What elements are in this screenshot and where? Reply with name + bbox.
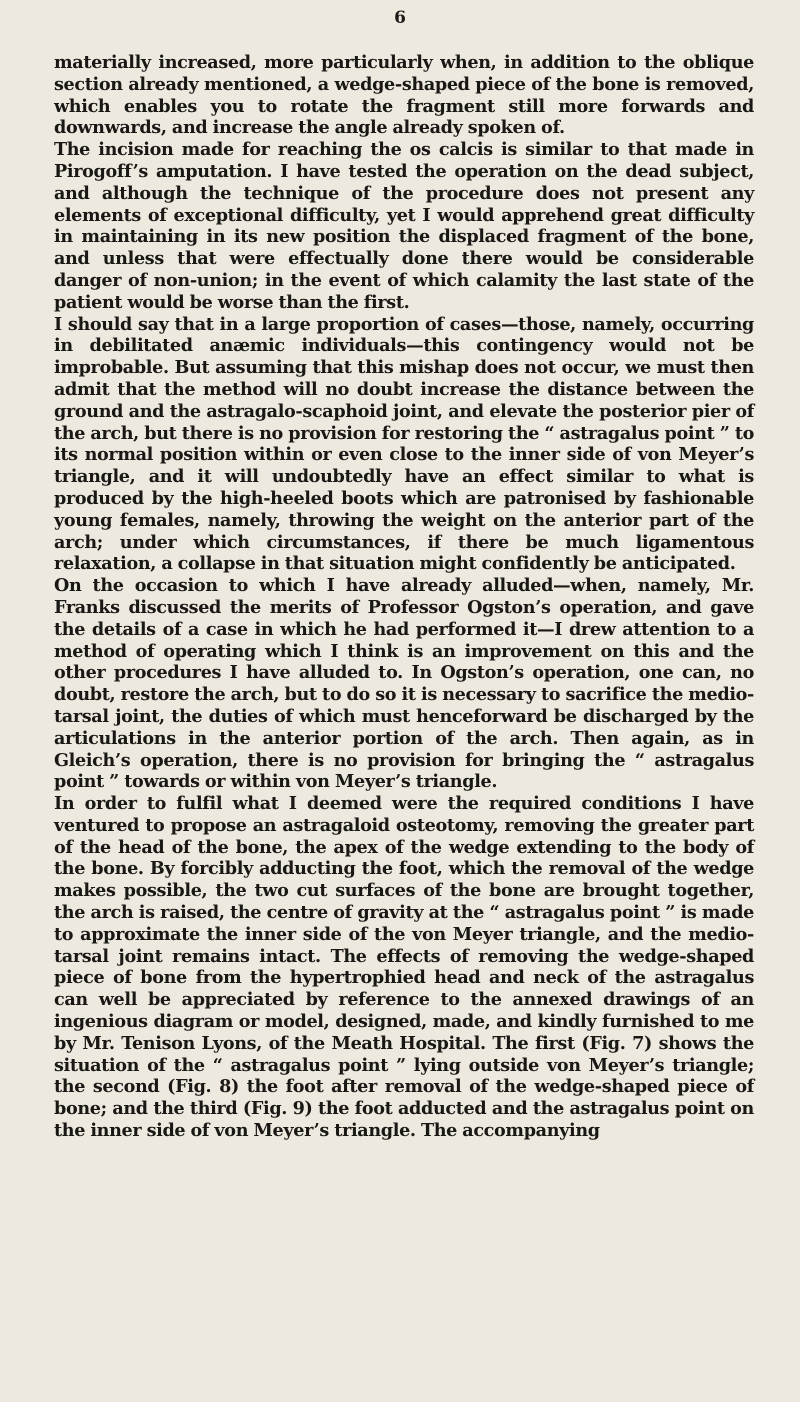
paragraph-3: I should say that in a large proportion of cases—those, namely, occurring in debilitated anæmic individuals—this contingency would not be improbable. But assuming that this mishap does not occur, we must then admit that the method will no doubt increase the distance between the ground and the astragalo-scaphoid joint, and elevate the posterior pier of the arch, but there is no provision for restoring the “ astragalus point ” to its normal position within or even close to the inner side of von Meyer’s triangle, and it will undoubtedly have an effect similar to what is produced by the high-heeled boots which are patronised by fashionable young females, namely, throwing the weight on the anterior part of the arch; under which circumstances, if there be much ligamentous relaxation, a collapse in that situation might confidently be anticipated. — [54, 313, 754, 575]
paragraph-2: The incision made for reaching the os calcis is similar to that made in Pirogoff’s amputation. I have tested the operation on the dead subject, and although the technique of the procedure does not present any elements of exceptional difficulty, yet I would apprehend great difficulty in maintaining in its new position the displaced fragment of the bone, and unless that were effectually done there would be considerable danger of non-union; in the event of which calamity the last state of the patient would be worse than the first. — [54, 139, 754, 313]
body-text — [54, 52, 754, 1142]
paragraph-1: materially increased, more particularly when, in addition to the oblique section already mentioned, a wedge-shaped piece of the bone is removed, which enables you to rotate the fragment still more forwards and downwards, and increase the angle already spoken of. — [54, 52, 754, 139]
page-number: 6 — [394, 8, 406, 28]
paragraph-4: On the occasion to which I have already alluded—when, namely, Mr. Franks discussed the merits of Professor Ogston’s operation, and gave the details of a case in which he had performed it—I drew attention to a method of operating which I think is an improvement on this and the other procedures I have alluded to. In Ogston’s operation, one can, no doubt, restore the arch, but to do so it is necessary to sacrifice the medio-tarsal joint, the duties of which must henceforward be discharged by the articulations in the anterior portion of the arch. Then again, as in Gleich’s operation, there is no provision for bringing the “ astragalus point ” towards or within von Meyer’s triangle. — [54, 575, 754, 793]
paragraph-5: In order to fulfil what I deemed were the required conditions I have ventured to propose an astragaloid osteotomy, removing the greater part of the head of the bone, the apex of the wedge extending to the body of the bone. By forcibly adducting the foot, which the removal of the wedge makes possible, the two cut surfaces of the bone are brought together, the arch is raised, the centre of gravity at the “ astragalus point ” is made to approximate the inner side of the von Meyer triangle, and the medio-tarsal joint remains intact. The effects of removing the wedge-shaped piece of bone from the hypertrophied head and neck of the astragalus can well be appreciated by reference to the annexed drawings of an ingenious diagram or model, designed, made, and kindly furnished to me by Mr. Tenison Lyons, of the Meath Hospital. The first (Fig. 7) shows the situation of the “ astragalus point ” lying outside von Meyer’s triangle; the second (Fig. 8) the foot after removal of the wedge-shaped piece of bone; and the third (Fig. 9) the foot adducted and the astragalus point on the inner side of von Meyer’s triangle. The accompanying — [54, 793, 754, 1142]
